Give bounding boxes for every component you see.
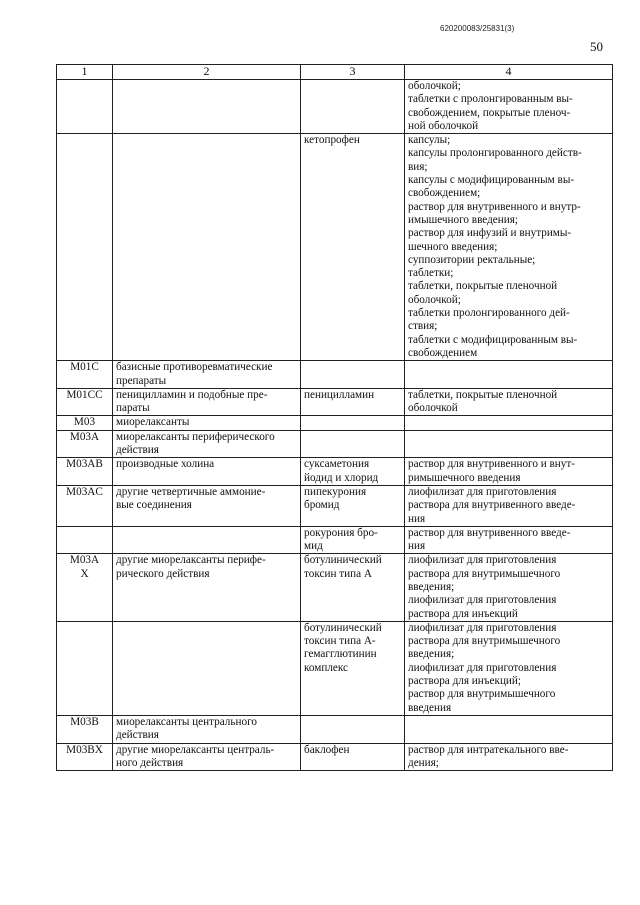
dosage-forms-cell — [405, 416, 613, 430]
document-id: 620200083/25831(3) — [440, 24, 515, 33]
dosage-forms-cell — [405, 430, 613, 458]
group-cell: миорелаксанты — [113, 416, 301, 430]
drug-cell — [301, 361, 405, 389]
group-cell: миорелаксанты центрального действия — [113, 715, 301, 743]
atc-code-cell — [57, 526, 113, 554]
table-row — [57, 416, 613, 430]
drug-cell: баклофен — [301, 743, 405, 771]
table-row — [57, 458, 613, 486]
atc-code-cell — [57, 134, 113, 361]
drug-classification-table — [56, 64, 613, 771]
atc-code-cell: M03A X — [57, 554, 113, 621]
atc-code-cell: M03 — [57, 416, 113, 430]
dosage-forms-cell: лиофилизат для приготовления раствора для внутримышечного введения; лиофилизат для приготовления раствора для инъекций — [405, 554, 613, 621]
table-row — [57, 621, 613, 715]
drug-cell: ботулинический токсин типа А — [301, 554, 405, 621]
column-header-1: 1 — [57, 65, 113, 80]
dosage-forms-cell — [405, 715, 613, 743]
drug-cell — [301, 715, 405, 743]
table-row — [57, 743, 613, 771]
drug-cell — [301, 80, 405, 134]
atc-code-cell: M03B — [57, 715, 113, 743]
drug-cell: кетопрофен — [301, 134, 405, 361]
table-row — [57, 361, 613, 389]
dosage-forms-cell: капсулы; капсулы пролонгированного действ- вия; капсулы с модифицированным вы- свобождением; раствор для внутривенного и внутр- имышечного введения; раствор для инфузий и внутримы- шечного введения; суппозитории ректальные; таблетки; таблетки, покрытые пленочной оболочкой; таблетки пролонгированного дей- ствия; таблетки с модифицированным вы- свобождением — [405, 134, 613, 361]
atc-code-cell: M01C — [57, 361, 113, 389]
table-row — [57, 430, 613, 458]
dosage-forms-cell: лиофилизат для приготовления раствора для внутривенного введе- ния — [405, 485, 613, 526]
atc-code-cell: M03BX — [57, 743, 113, 771]
atc-code-cell — [57, 80, 113, 134]
drug-cell: суксаметония йодид и хлорид — [301, 458, 405, 486]
atc-code-cell: M03A — [57, 430, 113, 458]
group-cell — [113, 621, 301, 715]
group-cell: базисные противоревматические препараты — [113, 361, 301, 389]
table-row — [57, 554, 613, 621]
table-row — [57, 485, 613, 526]
group-cell: пеницилламин и подобные пре- параты — [113, 388, 301, 416]
dosage-forms-cell: оболочкой; таблетки с пролонгированным вы- свобождением, покрытые пленоч- ной оболочкой — [405, 80, 613, 134]
dosage-forms-cell: лиофилизат для приготовления раствора для внутримышечного введения; лиофилизат для приготовления раствора для инъекций; раствор для внутримышечного введения — [405, 621, 613, 715]
drug-cell: рокурония бро- мид — [301, 526, 405, 554]
atc-code-cell: M03AC — [57, 485, 113, 526]
page-number: 50 — [590, 39, 603, 54]
group-cell: производные холина — [113, 458, 301, 486]
column-header-4: 4 — [405, 65, 613, 80]
atc-code-cell: M01CC — [57, 388, 113, 416]
dosage-forms-cell: таблетки, покрытые пленочной оболочкой — [405, 388, 613, 416]
dosage-forms-cell: раствор для внутривенного и внут- римышечного введения — [405, 458, 613, 486]
group-cell — [113, 134, 301, 361]
table-row — [57, 134, 613, 361]
group-cell — [113, 80, 301, 134]
table-row — [57, 715, 613, 743]
column-header-3: 3 — [301, 65, 405, 80]
dosage-forms-cell: раствор для внутривенного введе- ния — [405, 526, 613, 554]
group-cell: другие миорелаксанты перифе- рического действия — [113, 554, 301, 621]
dosage-forms-cell: раствор для интратекального вве- дения; — [405, 743, 613, 771]
drug-cell: ботулинический токсин типа А- гемагглютинин комплекс — [301, 621, 405, 715]
drug-cell — [301, 416, 405, 430]
table-row — [57, 80, 613, 134]
drug-cell — [301, 430, 405, 458]
atc-code-cell: M03AB — [57, 458, 113, 486]
atc-code-cell — [57, 621, 113, 715]
table-row — [57, 388, 613, 416]
group-cell: миорелаксанты периферического действия — [113, 430, 301, 458]
column-header-2: 2 — [113, 65, 301, 80]
dosage-forms-cell — [405, 361, 613, 389]
group-cell: другие миорелаксанты централь- ного действия — [113, 743, 301, 771]
group-cell — [113, 526, 301, 554]
table-row — [57, 526, 613, 554]
drug-cell: пипекурония бромид — [301, 485, 405, 526]
group-cell: другие четвертичные аммоние- вые соединения — [113, 485, 301, 526]
drug-cell: пеницилламин — [301, 388, 405, 416]
table-header-row — [57, 65, 613, 80]
